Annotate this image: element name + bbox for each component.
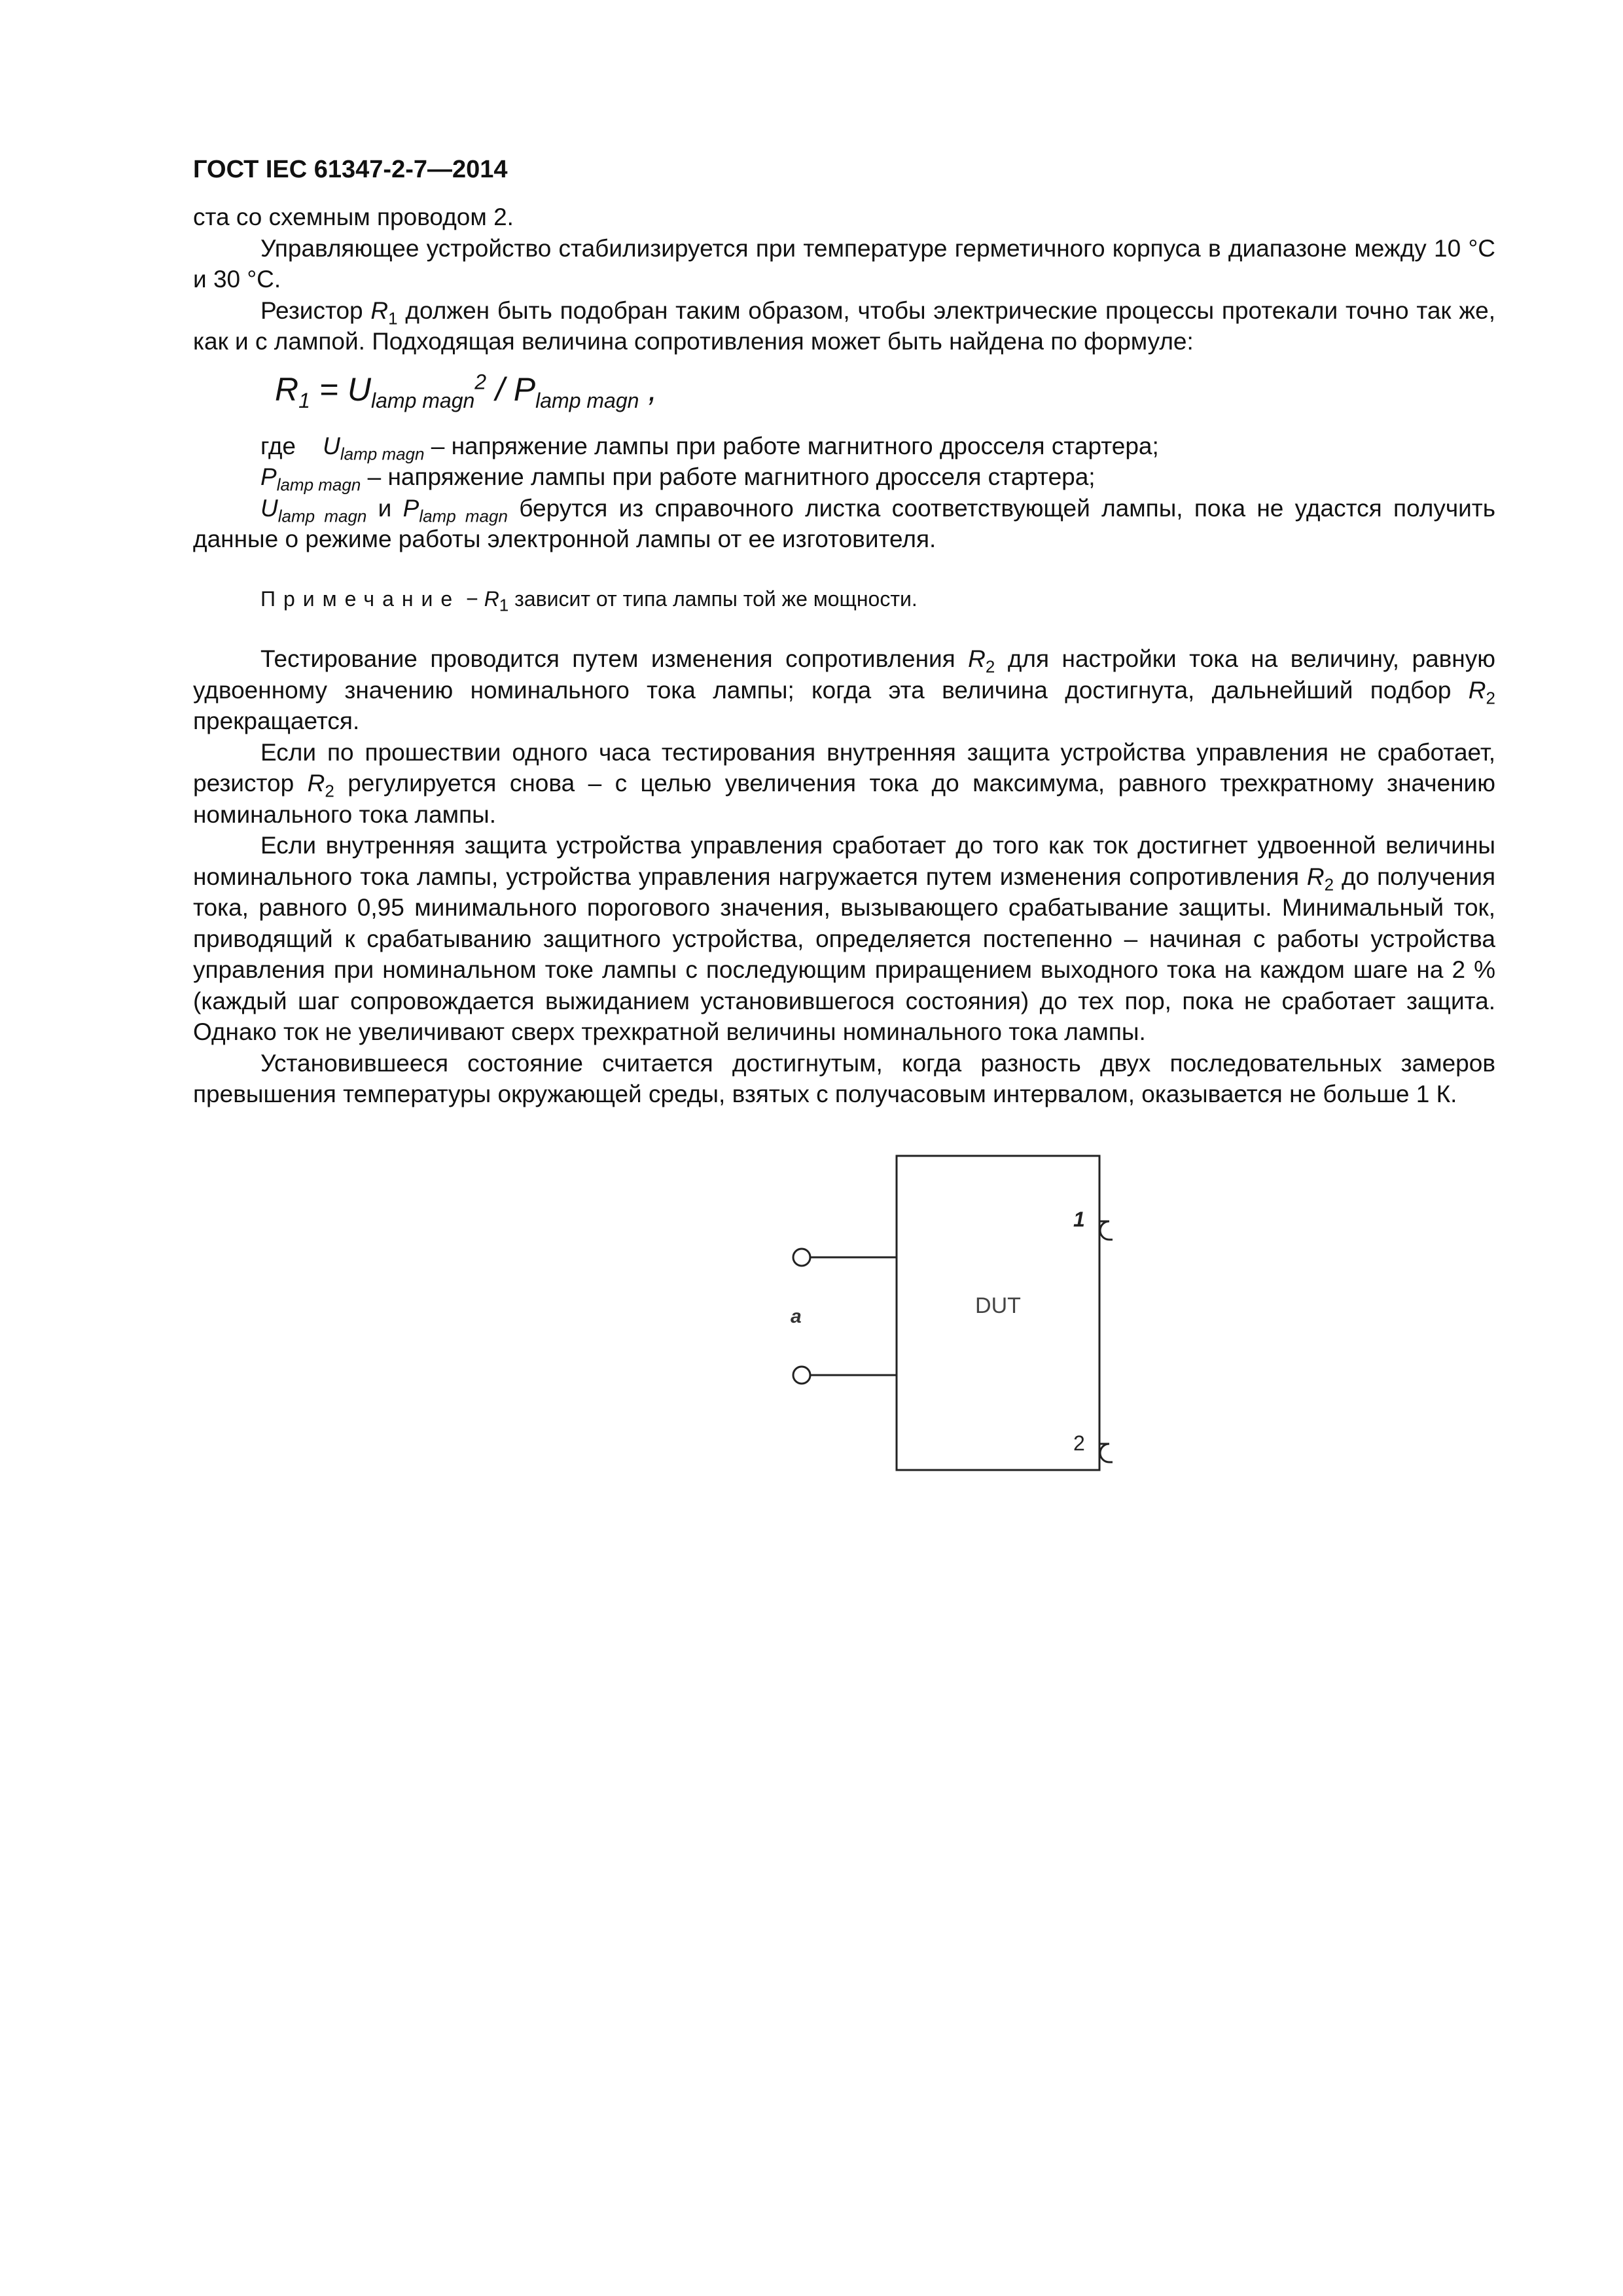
subscript: 2 [1486,687,1495,708]
paragraph-text: Установившееся состояние считается достигнутым, когда разность двух последовательных замеров превышения температуры окружающей среды, взятых с получасовым интервалом, оказывается не больше 1 К. [193,1049,1495,1107]
paragraph-resistor [193,295,1495,357]
pin-2-label: 2 [1073,1431,1085,1455]
paragraph-text: Управляющее устройство стабилизируется при температуре герметичного корпуса в диапазоне между 10 °С и 30 °С. [193,234,1495,293]
paragraph-text: – напряжение лампы при работе магнитного дросселя стартера; [361,463,1096,490]
paragraph-text: Если по прошествии одного часа тестирования внутренняя защита устройства управления не сработает, резистор [193,738,1495,797]
note-dash: − [460,586,484,611]
definition-p [193,461,1495,493]
paragraph-reference [193,493,1495,555]
symbol-r: R [968,645,986,672]
paragraph-text: Резистор [260,296,371,324]
document-header: ГОСТ IEC 61347-2-7—2014 [193,156,508,183]
definition-u [193,431,1495,462]
paragraph-text: до получения тока, равного 0,95 минимального порогового значения, вызывающего срабатывание защиты. Минимальный ток, приводящий к срабатыванию защитного устройства, определяется постепенно – начиная с работы устройства управления при номинальном токе лампы с последующим приращением выходного тока на каждом шаге на 2 % (каждый шаг сопровождается выжиданием установившегося состояния) до тех пор, пока не сработает защита. Однако ток не увеличивают сверх трехкратной величины номинального тока лампы. [193,863,1495,1045]
paragraph-text: и [366,494,403,522]
symbol-r: R [307,770,325,797]
subscript: 2 [985,656,995,677]
formula [275,367,1495,412]
paragraph-text: где [260,432,303,459]
subscript: lamp magn [276,475,361,495]
pin-1-label: 1 [1073,1207,1085,1231]
paragraph-protection [193,830,1495,1048]
paragraph-text: Тестирование проводится путем изменения сопротивления [260,645,969,672]
subscript: lamp magn [277,505,367,526]
paragraph-text: берутся из справочного листка соответствующей лампы, пока не удастся получить данные о режиме работы электронной лампы от ее изготовителя. [193,494,1496,552]
formula-p: P [513,370,536,408]
formula-r: R [275,370,299,408]
formula-slash: / [486,370,514,408]
paragraph-text: регулируется снова – с целью увеличения тока до максимума, равного трехкратному значению номинального тока лампы. [193,770,1495,828]
paragraph-text: ста со схемным проводом 2. [193,204,514,230]
paragraph-testing [193,643,1495,737]
note-label: Примечание [260,586,461,611]
figure-area [193,1110,1495,1542]
paragraph-text: Если внутренняя защита устройства управления сработает до того как ток достигнет удвоенной величины номинального тока лампы, устройства управления нагружается путем изменения сопротивления [193,832,1495,890]
formula-comma: , [639,370,658,408]
paragraph-text: должен быть подобран таким образом, чтобы электрические процессы протекали точно так же, как и с лампой. Подходящая величина сопротивления может быть найдена по формуле: [193,296,1495,355]
document-body [193,202,1495,1542]
subscript: 1 [499,594,509,615]
subscript: 2 [1324,874,1334,894]
paragraph-text: для настройки тока на величину, равную удвоенному значению номинального тока лампы; когда эта величина достигнута, дальнейший подбор [193,645,1495,704]
dut-label: DUT [975,1293,1021,1318]
paragraph-text: прекращается. [193,708,360,734]
subscript: 2 [325,781,334,801]
paragraph-steady-state [193,1048,1495,1110]
label-a: a [791,1305,802,1327]
paragraph-continuation [193,202,1495,233]
paragraph-hour [193,737,1495,831]
subscript: lamp magn [419,505,508,526]
symbol-r: R [1468,676,1486,704]
symbol-r: R [1306,863,1325,890]
supply-terminal-bottom [793,1367,810,1384]
note-text: зависит от типа лампы той же мощности. [508,586,918,611]
supply-terminal-top [793,1249,810,1266]
formula-equals: = [310,370,348,408]
formula-superscript: 2 [474,369,487,393]
symbol-u: U [323,432,340,459]
symbol-r: R [370,296,389,324]
circuit-diagram [556,1149,1132,1516]
formula-subscript: lamp magn [371,388,475,412]
formula-subscript: 1 [298,388,310,412]
formula-u: U [347,370,371,408]
formula-subscript: lamp magn [535,388,639,412]
symbol-u: U [260,494,278,522]
symbol-p: P [260,463,277,490]
subscript: lamp magn [340,443,425,463]
subscript: 1 [388,308,398,328]
symbol-p: P [402,494,419,522]
paragraph-stabilization [193,233,1495,295]
symbol-r: R [484,586,499,611]
paragraph-text: – напряжение лампы при работе магнитного дросселя стартера; [424,432,1159,459]
note [260,584,1495,615]
